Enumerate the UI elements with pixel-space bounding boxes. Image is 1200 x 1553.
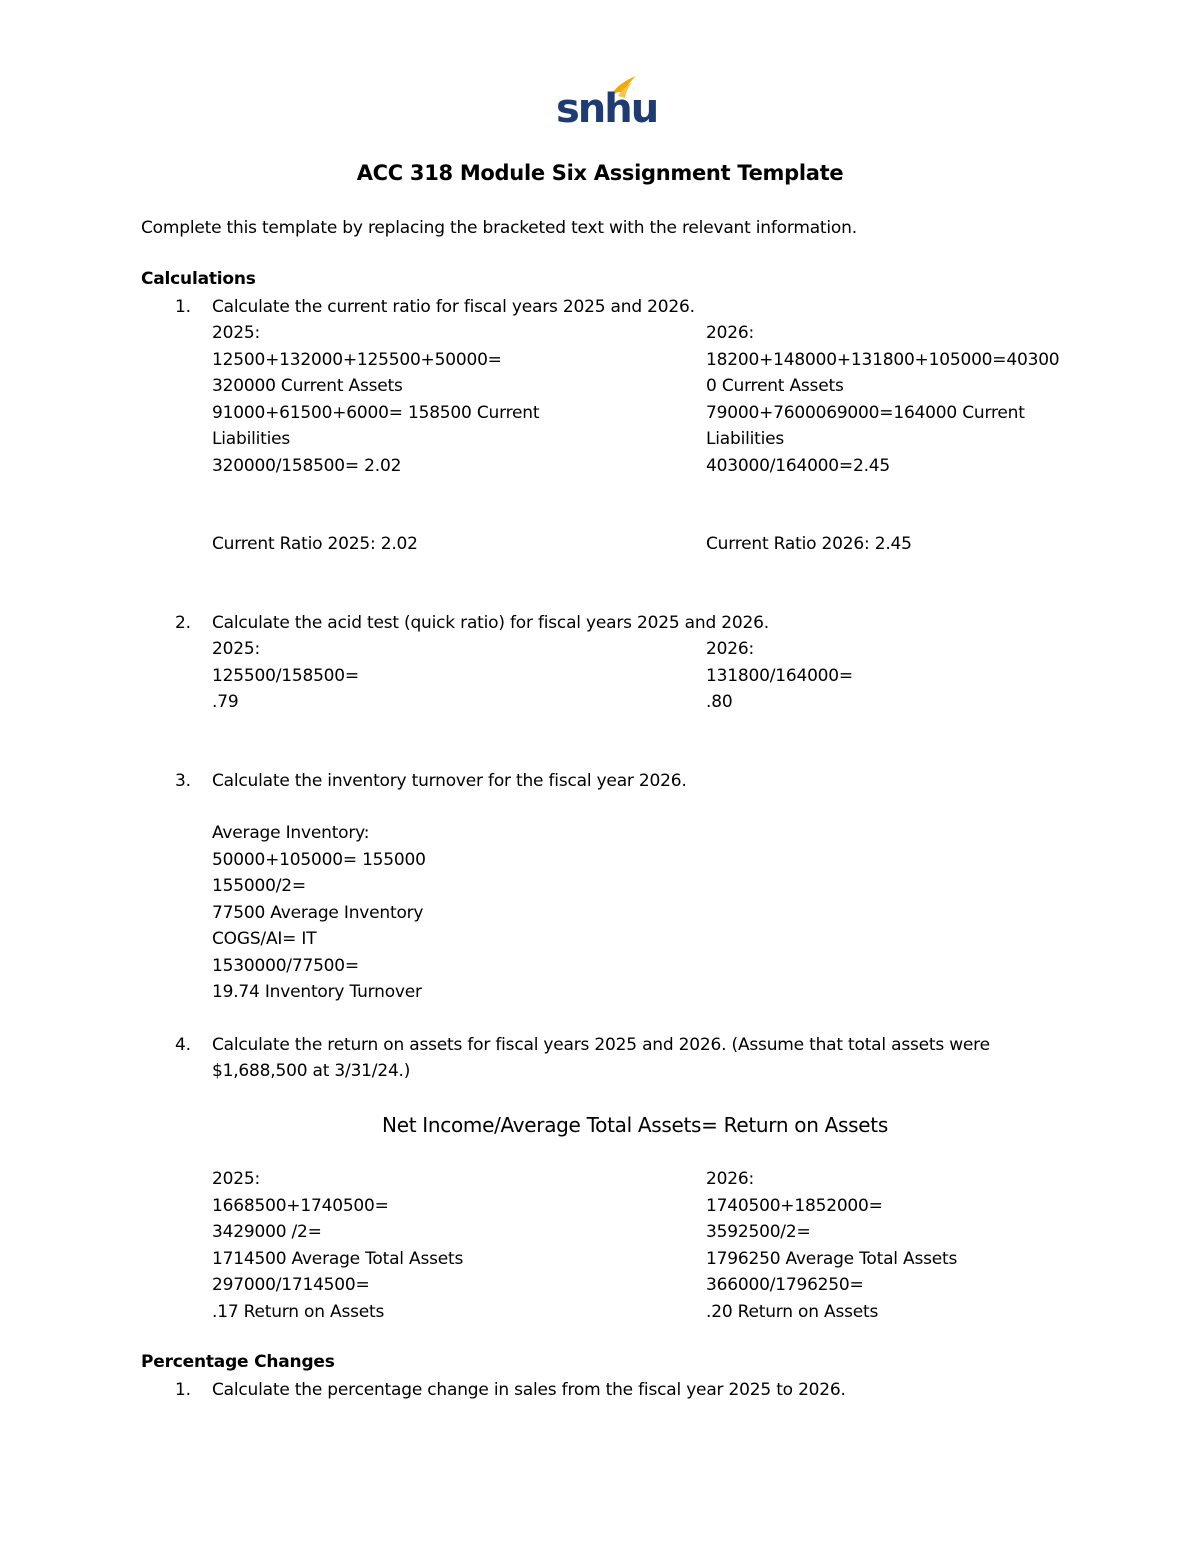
- q3-number: 3.: [175, 771, 191, 791]
- q3-line: 19.74 Inventory Turnover: [212, 982, 422, 1002]
- q2-right-block: [706, 636, 853, 716]
- q4-right-line: .20 Return on Assets: [706, 1301, 879, 1322]
- q4-right-line: 1796250 Average Total Assets: [706, 1248, 958, 1269]
- q3-line: 77500 Average Inventory: [212, 902, 424, 923]
- q4-prompt-line1: Calculate the return on assets for fiscal years 2025 and 2026. (Assume that total assets were: [212, 1035, 990, 1055]
- page-title: ACC 318 Module Six Assignment Template: [356, 161, 844, 185]
- calculations-heading: Calculations: [141, 269, 256, 289]
- q4-right-line: 366000/1796250=: [706, 1275, 864, 1295]
- q4-number: 4.: [175, 1035, 191, 1055]
- q3-line: 50000+105000= 155000: [212, 849, 426, 870]
- percentage-changes-heading: Percentage Changes: [141, 1352, 335, 1372]
- q4-right-line: 3592500/2=: [706, 1222, 811, 1242]
- q1-left-line: Liabilities: [212, 429, 291, 449]
- intro-text: Complete this template by replacing the bracketed text with the relevant information.: [141, 218, 857, 238]
- q3-line: COGS/AI= IT: [212, 929, 317, 949]
- q4-right-block: [706, 1166, 957, 1325]
- q1-right-result: Current Ratio 2026: 2.45: [706, 534, 912, 554]
- q1-left-result: Current Ratio 2025: 2.02: [212, 534, 418, 554]
- q2-right-line: 131800/164000=: [706, 665, 853, 686]
- q4-left-line: .17 Return on Assets: [212, 1301, 385, 1322]
- q2-left-line: 125500/158500=: [212, 665, 359, 686]
- q4-formula: Net Income/Average Total Assets= Return on Assets: [382, 1113, 888, 1137]
- q4-left-line: 3429000 /2=: [212, 1222, 322, 1242]
- q1-right-block: [706, 320, 1059, 479]
- q1-left-block: [212, 320, 539, 479]
- q2-right-line: 2026:: [706, 639, 754, 659]
- q4-left-block: [212, 1166, 463, 1325]
- q1-left-line: 2025:: [212, 323, 260, 343]
- q2-number: 2.: [175, 613, 191, 633]
- q2-right-line: .80: [706, 692, 733, 712]
- q1-prompt: Calculate the current ratio for fiscal years 2025 and 2026.: [212, 297, 695, 317]
- q1-right-line: Liabilities: [706, 429, 785, 449]
- q4-left-line: 2025:: [212, 1169, 260, 1189]
- q1-right-line: 2026:: [706, 323, 754, 343]
- q1-left-line: 91000+61500+6000= 158500 Current: [212, 402, 540, 423]
- q4-left-line: 297000/1714500=: [212, 1275, 370, 1295]
- q1-left-line: 320000/158500= 2.02: [212, 455, 402, 476]
- q1-right-line: 403000/164000=2.45: [706, 455, 891, 476]
- q3-block: [212, 820, 426, 1006]
- q2-left-line: 2025:: [212, 639, 260, 659]
- q2-left-block: [212, 636, 359, 716]
- q1-number: 1.: [175, 297, 191, 317]
- q4-right-line: 2026:: [706, 1169, 754, 1189]
- q3-line: Average Inventory:: [212, 823, 370, 843]
- q1-right-line: 0 Current Assets: [706, 376, 844, 396]
- q2-left-line: .79: [212, 692, 239, 712]
- p1-prompt: Calculate the percentage change in sales from the fiscal year 2025 to 2026.: [212, 1380, 846, 1400]
- p1-number: 1.: [175, 1380, 191, 1400]
- logo-text: snhu: [556, 86, 658, 132]
- q2-prompt: Calculate the acid test (quick ratio) for fiscal years 2025 and 2026.: [212, 613, 769, 633]
- q1-right-line: 79000+7600069000=164000 Current: [706, 402, 1025, 423]
- q1-right-line: 18200+148000+131800+105000=40300: [706, 349, 1060, 370]
- q4-left-line: 1714500 Average Total Assets: [212, 1248, 464, 1269]
- q4-prompt-line2: $1,688,500 at 3/31/24.): [212, 1061, 411, 1081]
- snhu-logo: [556, 74, 658, 134]
- q4-left-line: 1668500+1740500=: [212, 1195, 389, 1216]
- q4-right-line: 1740500+1852000=: [706, 1195, 883, 1216]
- q1-left-line: 320000 Current Assets: [212, 376, 403, 396]
- q3-line: 155000/2=: [212, 876, 306, 896]
- q1-left-line: 12500+132000+125500+50000=: [212, 349, 502, 370]
- q3-prompt: Calculate the inventory turnover for the fiscal year 2026.: [212, 771, 687, 791]
- q3-line: 1530000/77500=: [212, 955, 359, 976]
